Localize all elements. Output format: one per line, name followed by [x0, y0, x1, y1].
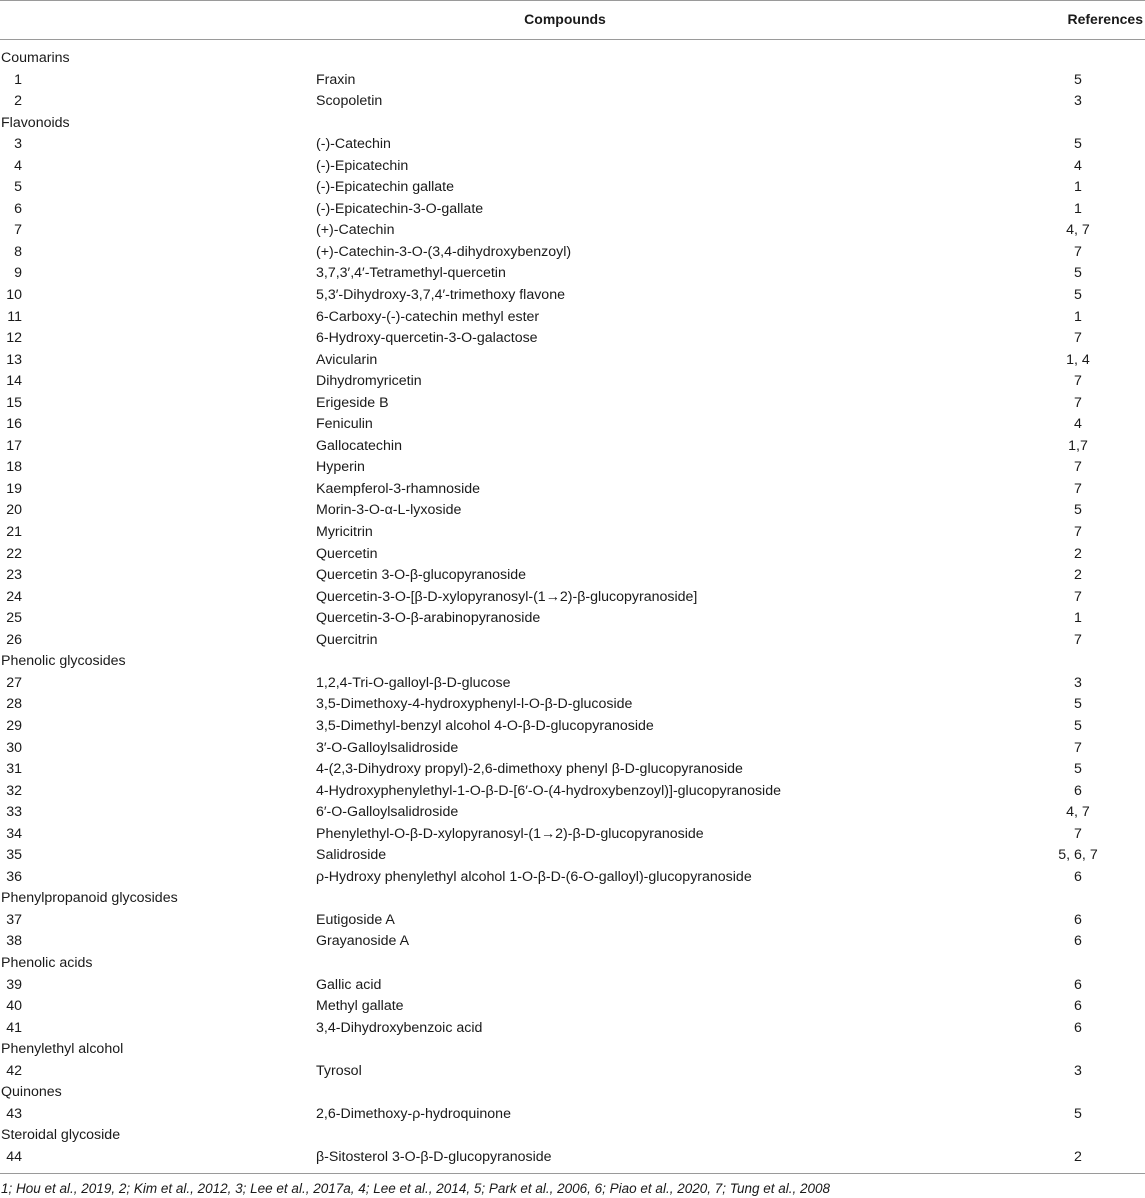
category-row [0, 1082, 1145, 1104]
compound-references: 7 [1074, 373, 1082, 390]
table-row [0, 738, 1145, 760]
category-row [0, 113, 1145, 135]
compound-name: Fraxin [316, 71, 356, 88]
compound-number: 3 [14, 136, 22, 153]
table-row [0, 1147, 1145, 1169]
table-row [0, 242, 1145, 264]
compound-number: 39 [6, 976, 22, 993]
compound-references: 5, 6, 7 [1058, 847, 1098, 864]
compound-name: Dihydromyricetin [316, 373, 422, 390]
compound-references: 3 [1074, 674, 1082, 691]
compound-references: 6 [1074, 782, 1082, 799]
compound-name: 6′-O-Galloylsalidroside [316, 804, 459, 821]
compound-number: 29 [6, 717, 22, 734]
compound-references: 4, 7 [1066, 804, 1090, 821]
compound-number: 32 [6, 782, 22, 799]
table-row [0, 350, 1145, 372]
compound-number: 11 [7, 308, 22, 325]
compound-references: 7 [1074, 739, 1082, 756]
compound-number: 22 [6, 545, 22, 562]
compound-references: 7 [1074, 588, 1082, 605]
compound-number: 1 [14, 71, 22, 88]
table-row [0, 70, 1145, 92]
compound-name: Myricitrin [316, 524, 373, 541]
compound-references: 7 [1074, 631, 1082, 648]
compound-name: Quercetin-3-O-β-arabinopyranoside [316, 610, 541, 627]
category-label: Phenylethyl alcohol [1, 1041, 124, 1058]
compound-references: 1 [1074, 179, 1082, 196]
table-row [0, 565, 1145, 587]
compound-name: Eutigoside A [316, 911, 395, 928]
table-row [0, 824, 1145, 846]
table-row [0, 199, 1145, 221]
table-row [0, 1018, 1145, 1040]
compound-name: Gallic acid [316, 976, 382, 993]
category-label: Phenolic acids [1, 954, 93, 971]
compound-number: 16 [6, 416, 22, 433]
table-bottom-rule [0, 1173, 1145, 1174]
table-row [0, 630, 1145, 652]
compound-name: Grayanoside A [316, 933, 410, 950]
compound-name: Tyrosol [316, 1062, 362, 1079]
compound-name: Kaempferol-3-rhamnoside [316, 480, 481, 497]
compound-name: (-)-Epicatechin [316, 157, 409, 174]
table-row [0, 1104, 1145, 1126]
compound-number: 24 [6, 588, 22, 605]
table-row [0, 500, 1145, 522]
compound-references: 2 [1074, 567, 1082, 584]
compound-references: 4 [1074, 157, 1082, 174]
compound-name: (-)-Catechin [316, 136, 391, 153]
compound-number: 23 [6, 567, 22, 584]
compound-number: 17 [6, 437, 22, 454]
table-row [0, 220, 1145, 242]
compound-name: Hyperin [316, 459, 365, 476]
compound-name: 3,5-Dimethyl-benzyl alcohol 4-O-β-D-glucopyranoside [316, 717, 654, 734]
compound-references: 7 [1074, 825, 1082, 842]
table-row [0, 522, 1145, 544]
table-row [0, 156, 1145, 178]
compound-references: 5 [1074, 71, 1082, 88]
compound-references: 5 [1074, 265, 1082, 282]
compound-name: Phenylethyl-O-β-D-xylopyranosyl-(1→2)-β-D-glucopyranoside [316, 825, 704, 842]
compound-name: (+)-Catechin [316, 222, 395, 239]
table-row [0, 328, 1145, 350]
compound-references: 6 [1074, 998, 1082, 1015]
category-label: Coumarins [1, 50, 70, 66]
table-footnote: 1; Hou et al., 2019, 2; Kim et al., 2012, 3; Lee et al., 2017a, 4; Lee et al., 2014, 5; Park et al., 2006, 6; Piao et al., 2020, 7; Tung et al., 2008 [1, 1181, 831, 1196]
compound-references: 6 [1074, 911, 1082, 928]
table-row [0, 544, 1145, 566]
compound-number: 38 [6, 933, 22, 950]
compound-number: 28 [6, 696, 22, 713]
compound-name: 3,4-Dihydroxybenzoic acid [316, 1019, 483, 1036]
compound-number: 19 [6, 480, 22, 497]
compound-name: Feniculin [316, 416, 373, 433]
compound-number: 8 [14, 243, 22, 260]
table-row [0, 694, 1145, 716]
compound-name: Erigeside B [316, 394, 389, 411]
compound-references: 4 [1074, 416, 1082, 433]
table-row [0, 457, 1145, 479]
compound-references: 7 [1074, 243, 1082, 260]
compound-name: 3,5-Dimethoxy-4-hydroxyphenyl-l-O-β-D-glucoside [316, 696, 633, 713]
table-row [0, 479, 1145, 501]
table-row [0, 307, 1145, 329]
table-row [0, 263, 1145, 285]
compound-references: 2 [1074, 1148, 1082, 1165]
compound-number: 40 [6, 998, 22, 1015]
category-row [0, 888, 1145, 910]
table-header [0, 0, 1145, 39]
compound-name: Avicularin [316, 351, 378, 368]
category-row [0, 1039, 1145, 1061]
compound-references: 5 [1074, 717, 1082, 734]
table-row [0, 285, 1145, 307]
compound-number: 2 [14, 93, 22, 110]
header-references: References [1067, 11, 1143, 27]
compound-number: 21 [6, 524, 22, 541]
compound-references: 7 [1074, 459, 1082, 476]
compound-number: 34 [6, 825, 22, 842]
compound-references: 1 [1074, 200, 1082, 217]
compound-number: 41 [6, 1019, 22, 1036]
table-row [0, 781, 1145, 803]
compound-number: 20 [6, 502, 22, 519]
table-row [0, 716, 1145, 738]
table-row [0, 996, 1145, 1018]
compound-number: 7 [14, 222, 22, 239]
compound-name: 1,2,4-Tri-O-galloyl-β-D-glucose [316, 674, 511, 691]
compound-references: 7 [1074, 524, 1082, 541]
table-row [0, 414, 1145, 436]
compound-number: 25 [6, 610, 22, 627]
compound-number: 33 [6, 804, 22, 821]
compound-number: 12 [6, 330, 22, 347]
category-label: Quinones [1, 1084, 62, 1101]
compound-references: 5 [1074, 761, 1082, 778]
compound-number: 37 [6, 911, 22, 928]
compound-references: 4, 7 [1066, 222, 1090, 239]
compound-references: 1,7 [1068, 437, 1088, 454]
compound-name: 3′-O-Galloylsalidroside [316, 739, 459, 756]
compound-number: 4 [14, 157, 22, 174]
compound-name: 2,6-Dimethoxy-ρ-hydroquinone [316, 1105, 511, 1122]
category-label: Flavonoids [1, 114, 70, 131]
compound-number: 44 [6, 1148, 22, 1165]
table-row [0, 393, 1145, 415]
table-row [0, 1061, 1145, 1083]
compound-references: 5 [1074, 136, 1082, 153]
table-row [0, 931, 1145, 953]
compound-number: 13 [6, 351, 22, 368]
compound-references: 5 [1074, 696, 1082, 713]
compound-name: 6-Hydroxy-quercetin-3-O-galactose [316, 330, 538, 347]
category-label: Steroidal glycoside [1, 1127, 121, 1144]
table-row [0, 134, 1145, 156]
compound-number: 6 [14, 200, 22, 217]
table-header-rule [0, 39, 1145, 40]
compound-references: 1 [1074, 610, 1082, 627]
category-row [0, 651, 1145, 673]
compound-references: 6 [1074, 933, 1082, 950]
compound-number: 30 [6, 739, 22, 756]
category-label: Phenylpropanoid glycosides [1, 890, 178, 907]
compound-references: 5 [1074, 502, 1082, 519]
compound-name: Gallocatechin [316, 437, 402, 454]
compound-references: 5 [1074, 287, 1082, 304]
compound-name: Quercetin [316, 545, 378, 562]
table-row [0, 910, 1145, 932]
header-compounds: Compounds [524, 11, 606, 27]
table-row [0, 673, 1145, 695]
compound-name: Methyl gallate [316, 998, 404, 1015]
compound-references: 6 [1074, 976, 1082, 993]
compound-name: β-Sitosterol 3-O-β-D-glucopyranoside [316, 1148, 552, 1165]
compound-number: 36 [6, 868, 22, 885]
table-body [0, 48, 1145, 1168]
compound-name: (-)-Epicatechin gallate [316, 179, 454, 196]
compound-name: Quercetin 3-O-β-glucopyranoside [316, 567, 527, 584]
compound-name: (+)-Catechin-3-O-(3,4-dihydroxybenzoyl) [316, 243, 572, 260]
compound-references: 2 [1074, 545, 1082, 562]
compound-references: 1, 4 [1066, 351, 1090, 368]
table-row [0, 845, 1145, 867]
compound-references: 1 [1074, 308, 1082, 325]
compound-name: Scopoletin [316, 93, 383, 110]
table-row [0, 802, 1145, 824]
compound-number: 9 [14, 265, 22, 282]
compound-number: 14 [6, 373, 22, 390]
compound-name: (-)-Epicatechin-3-O-gallate [316, 200, 484, 217]
compound-name: Morin-3-O-α-L-lyxoside [316, 502, 462, 519]
compound-name: 4-(2,3-Dihydroxy propyl)-2,6-dimethoxy phenyl β-D-glucopyranoside [316, 761, 743, 778]
compound-references: 6 [1074, 868, 1082, 885]
compound-number: 15 [6, 394, 22, 411]
compound-name: Quercitrin [316, 631, 378, 648]
compound-number: 42 [6, 1062, 22, 1079]
compound-name: Quercetin-3-O-[β-D-xylopyranosyl-(1→2)-β-glucopyranoside] [316, 588, 698, 605]
compound-references: 3 [1074, 93, 1082, 110]
table-row [0, 371, 1145, 393]
compound-references: 7 [1074, 394, 1082, 411]
category-row [0, 48, 1145, 70]
compound-number: 18 [6, 459, 22, 476]
compound-number: 35 [6, 847, 22, 864]
table-row [0, 177, 1145, 199]
category-label: Phenolic glycosides [1, 653, 126, 670]
compound-name: 4-Hydroxyphenylethyl-1-O-β-D-[6′-O-(4-hydroxybenzoyl)]-glucopyranoside [316, 782, 781, 799]
category-row [0, 1125, 1145, 1147]
compound-references: 5 [1074, 1105, 1082, 1122]
table-row [0, 608, 1145, 630]
compound-references: 7 [1074, 330, 1082, 347]
compound-name: 6-Carboxy-(-)-catechin methyl ester [316, 308, 540, 325]
compound-number: 5 [14, 179, 22, 196]
compound-number: 31 [6, 761, 22, 778]
compound-name: 5,3′-Dihydroxy-3,7,4′-trimethoxy flavone [316, 287, 565, 304]
category-row [0, 953, 1145, 975]
compound-number: 26 [6, 631, 22, 648]
compound-references: 7 [1074, 480, 1082, 497]
table-row [0, 91, 1145, 113]
compound-references: 6 [1074, 1019, 1082, 1036]
compound-name: Salidroside [316, 847, 387, 864]
compound-number: 27 [6, 674, 22, 691]
compound-name: ρ-Hydroxy phenylethyl alcohol 1-O-β-D-(6-O-galloyl)-glucopyranoside [316, 868, 752, 885]
table-row [0, 587, 1145, 609]
compound-number: 43 [6, 1105, 22, 1122]
compound-number: 10 [6, 287, 22, 304]
compound-name: 3,7,3′,4′-Tetramethyl-quercetin [316, 265, 506, 282]
compound-references: 3 [1074, 1062, 1082, 1079]
table-row [0, 759, 1145, 781]
table-row [0, 436, 1145, 458]
table-row [0, 867, 1145, 889]
table-row [0, 975, 1145, 997]
